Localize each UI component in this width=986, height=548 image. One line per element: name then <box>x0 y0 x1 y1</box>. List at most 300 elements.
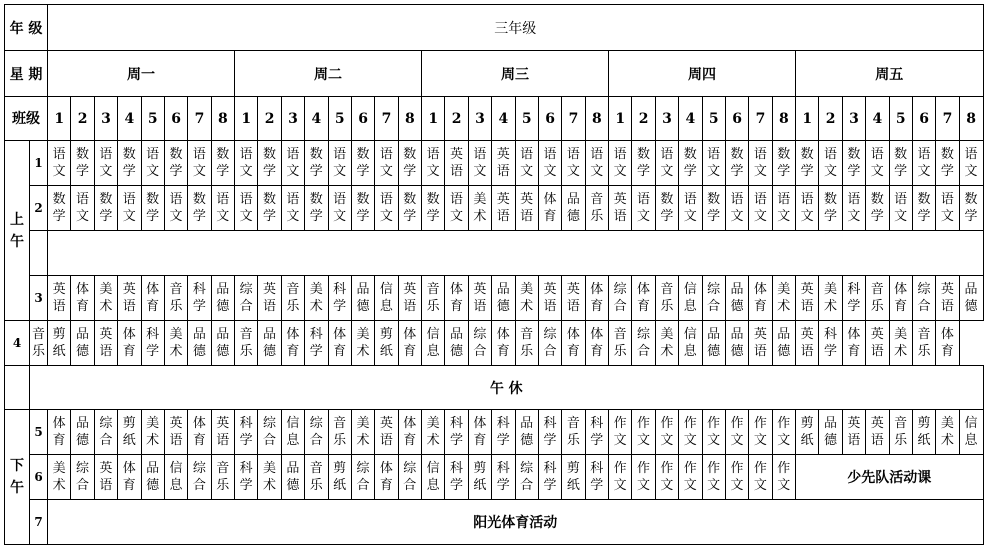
subject-cell: 数学 <box>48 186 71 231</box>
subject-cell: 数学 <box>889 141 912 186</box>
blank-cell <box>5 366 30 410</box>
subject-cell: 美术 <box>889 321 912 366</box>
subject-cell: 英语 <box>258 276 281 321</box>
subject-cell: 信息 <box>679 321 702 366</box>
subject-cell: 美术 <box>422 410 445 455</box>
subject-cell: 数学 <box>188 186 211 231</box>
subject-cell: 语文 <box>889 186 912 231</box>
subject-cell: 语文 <box>936 186 959 231</box>
subject-cell: 体育 <box>562 321 585 366</box>
subject-cell: 语文 <box>632 186 655 231</box>
period-number: 3 <box>30 276 48 321</box>
subject-cell: 科学 <box>585 455 608 500</box>
subject-cell: 英语 <box>445 141 468 186</box>
subject-cell: 体育 <box>398 321 421 366</box>
subject-cell: 综合 <box>235 276 258 321</box>
subject-cell: 品德 <box>562 186 585 231</box>
class-number: 3 <box>281 97 304 141</box>
subject-cell: 剪纸 <box>118 410 141 455</box>
subject-cell: 体育 <box>936 321 959 366</box>
subject-cell: 剪纸 <box>48 321 71 366</box>
subject-cell: 音乐 <box>562 410 585 455</box>
subject-cell: 语文 <box>328 186 351 231</box>
subject-cell: 英语 <box>796 276 819 321</box>
subject-cell: 数学 <box>796 141 819 186</box>
subject-cell: 美术 <box>141 410 164 455</box>
subject-cell: 体育 <box>48 410 71 455</box>
subject-cell: 品德 <box>141 455 164 500</box>
period-number: 2 <box>30 186 48 231</box>
subject-cell: 音乐 <box>515 321 538 366</box>
subject-cell: 美术 <box>351 410 374 455</box>
subject-cell: 美术 <box>258 455 281 500</box>
subject-cell: 信息 <box>281 410 304 455</box>
subject-cell: 数学 <box>118 141 141 186</box>
subject-cell: 音乐 <box>585 186 608 231</box>
subject-cell: 英语 <box>936 276 959 321</box>
class-number: 7 <box>749 97 772 141</box>
class-number: 7 <box>188 97 211 141</box>
subject-cell: 数学 <box>211 141 234 186</box>
subject-cell: 英语 <box>94 321 117 366</box>
subject-cell: 语文 <box>749 141 772 186</box>
subject-cell: 英语 <box>118 276 141 321</box>
subject-cell: 品德 <box>188 321 211 366</box>
subject-cell: 英语 <box>211 410 234 455</box>
subject-cell: 作文 <box>655 410 678 455</box>
subject-cell: 剪纸 <box>562 455 585 500</box>
subject-cell: 语文 <box>772 186 795 231</box>
subject-cell: 音乐 <box>281 276 304 321</box>
class-number: 8 <box>398 97 421 141</box>
class-number: 8 <box>211 97 234 141</box>
subject-cell: 语文 <box>141 141 164 186</box>
subject-cell: 剪纸 <box>328 455 351 500</box>
period-row-7 <box>5 500 984 545</box>
subject-cell: 综合 <box>305 410 328 455</box>
subject-cell: 作文 <box>772 410 795 455</box>
class-number: 1 <box>48 97 71 141</box>
subject-cell: 体育 <box>889 276 912 321</box>
subject-cell: 语文 <box>235 186 258 231</box>
subject-cell: 信息 <box>959 410 983 455</box>
class-number: 1 <box>235 97 258 141</box>
class-number: 2 <box>445 97 468 141</box>
subject-cell: 英语 <box>94 455 117 500</box>
subject-cell: 品德 <box>959 276 983 321</box>
subject-cell: 体育 <box>492 321 515 366</box>
subject-cell: 数学 <box>422 186 445 231</box>
day-row <box>5 51 984 97</box>
subject-cell: 品德 <box>71 321 94 366</box>
subject-cell: 语文 <box>655 141 678 186</box>
class-number: 3 <box>842 97 865 141</box>
subject-cell: 音乐 <box>305 455 328 500</box>
subject-cell: 数学 <box>351 141 374 186</box>
subject-cell: 美术 <box>936 410 959 455</box>
afternoon-label: 下午 <box>5 410 30 545</box>
subject-cell: 数学 <box>258 186 281 231</box>
period-row-2 <box>5 186 984 231</box>
subject-cell: 美术 <box>772 276 795 321</box>
subject-cell: 数学 <box>936 141 959 186</box>
morning-break-row <box>5 231 984 276</box>
subject-cell: 英语 <box>866 321 889 366</box>
subject-cell: 英语 <box>48 276 71 321</box>
subject-cell: 剪纸 <box>375 321 398 366</box>
subject-cell: 语文 <box>609 141 632 186</box>
class-number: 3 <box>655 97 678 141</box>
subject-cell: 英语 <box>842 410 865 455</box>
subject-cell: 科学 <box>305 321 328 366</box>
class-number: 1 <box>422 97 445 141</box>
subject-cell: 信息 <box>422 321 445 366</box>
period-row-6 <box>5 455 984 500</box>
subject-cell: 数学 <box>94 186 117 231</box>
subject-cell: 剪纸 <box>468 455 491 500</box>
subject-cell: 语文 <box>796 186 819 231</box>
subject-cell: 体育 <box>118 321 141 366</box>
subject-cell: 科学 <box>328 276 351 321</box>
subject-cell: 英语 <box>492 186 515 231</box>
class-number: 5 <box>141 97 164 141</box>
subject-cell: 品德 <box>492 276 515 321</box>
subject-cell: 语文 <box>422 141 445 186</box>
lunch-break: 午 休 <box>30 366 984 410</box>
subject-cell: 综合 <box>538 321 561 366</box>
subject-cell: 数学 <box>842 141 865 186</box>
subject-cell: 剪纸 <box>912 410 935 455</box>
subject-cell: 作文 <box>725 455 748 500</box>
subject-cell: 品德 <box>258 321 281 366</box>
subject-cell: 信息 <box>375 276 398 321</box>
subject-cell: 音乐 <box>889 410 912 455</box>
subject-cell: 语文 <box>48 141 71 186</box>
class-number: 3 <box>468 97 491 141</box>
subject-cell: 语文 <box>538 141 561 186</box>
subject-cell: 剪纸 <box>796 410 819 455</box>
subject-cell: 作文 <box>772 455 795 500</box>
subject-cell: 品德 <box>281 455 304 500</box>
subject-cell: 综合 <box>702 276 725 321</box>
subject-cell: 作文 <box>609 410 632 455</box>
class-number: 8 <box>585 97 608 141</box>
subject-cell: 美术 <box>164 321 187 366</box>
subject-cell: 语文 <box>118 186 141 231</box>
subject-cell: 科学 <box>492 455 515 500</box>
subject-cell: 品德 <box>702 321 725 366</box>
subject-cell: 品德 <box>725 276 748 321</box>
day-header: 周五 <box>796 51 984 97</box>
period-row-4 <box>5 321 984 366</box>
class-number: 4 <box>679 97 702 141</box>
grade-label: 年 级 <box>5 5 48 51</box>
subject-cell: 数学 <box>959 186 983 231</box>
grade-value: 三年级 <box>48 5 984 51</box>
subject-cell: 音乐 <box>235 321 258 366</box>
class-number: 3 <box>94 97 117 141</box>
subject-cell: 语文 <box>702 141 725 186</box>
subject-cell: 信息 <box>679 276 702 321</box>
day-label: 星 期 <box>5 51 48 97</box>
pioneer-activity: 少先队活动课 <box>796 455 984 500</box>
class-number: 1 <box>609 97 632 141</box>
subject-cell: 作文 <box>679 410 702 455</box>
subject-cell: 英语 <box>492 141 515 186</box>
subject-cell: 信息 <box>164 455 187 500</box>
subject-cell: 美术 <box>655 321 678 366</box>
subject-cell: 体育 <box>585 321 608 366</box>
subject-cell: 科学 <box>842 276 865 321</box>
period-number: 1 <box>30 141 48 186</box>
subject-cell: 体育 <box>749 276 772 321</box>
class-number: 7 <box>562 97 585 141</box>
period-number: 6 <box>30 455 48 500</box>
subject-cell: 作文 <box>702 410 725 455</box>
subject-cell: 数学 <box>655 186 678 231</box>
lunch-row <box>5 366 984 410</box>
period-number: 5 <box>30 410 48 455</box>
subject-cell: 语文 <box>375 186 398 231</box>
class-label: 班级 <box>5 97 48 141</box>
subject-cell: 体育 <box>468 410 491 455</box>
subject-cell: 品德 <box>71 410 94 455</box>
subject-cell: 品德 <box>445 321 468 366</box>
subject-cell: 英语 <box>515 186 538 231</box>
period-row-3 <box>5 276 984 321</box>
subject-cell: 数学 <box>398 186 421 231</box>
subject-cell: 语文 <box>585 141 608 186</box>
subject-cell: 英语 <box>749 321 772 366</box>
day-header: 周三 <box>422 51 609 97</box>
day-header: 周一 <box>48 51 235 97</box>
subject-cell: 英语 <box>866 410 889 455</box>
subject-cell: 音乐 <box>211 455 234 500</box>
class-number: 2 <box>632 97 655 141</box>
subject-cell: 数学 <box>141 186 164 231</box>
subject-cell: 数学 <box>632 141 655 186</box>
subject-cell: 体育 <box>842 321 865 366</box>
subject-cell: 美术 <box>94 276 117 321</box>
subject-cell: 作文 <box>632 455 655 500</box>
subject-cell: 音乐 <box>328 410 351 455</box>
subject-cell: 语文 <box>375 141 398 186</box>
subject-cell: 语文 <box>725 186 748 231</box>
subject-cell: 科学 <box>235 455 258 500</box>
class-number: 1 <box>796 97 819 141</box>
subject-cell: 英语 <box>538 276 561 321</box>
subject-cell: 科学 <box>445 410 468 455</box>
subject-cell: 作文 <box>679 455 702 500</box>
class-number-row <box>5 97 984 141</box>
class-number: 7 <box>936 97 959 141</box>
subject-cell: 数学 <box>725 141 748 186</box>
subject-cell: 综合 <box>188 455 211 500</box>
day-header: 周二 <box>235 51 422 97</box>
subject-cell: 科学 <box>538 455 561 500</box>
subject-cell: 语文 <box>94 141 117 186</box>
subject-cell: 音乐 <box>655 276 678 321</box>
class-number: 5 <box>515 97 538 141</box>
subject-cell: 作文 <box>749 410 772 455</box>
subject-cell: 数学 <box>866 186 889 231</box>
subject-cell: 语文 <box>679 186 702 231</box>
subject-cell: 综合 <box>609 276 632 321</box>
class-number: 4 <box>305 97 328 141</box>
subject-cell: 综合 <box>94 410 117 455</box>
subject-cell: 综合 <box>912 276 935 321</box>
subject-cell: 英语 <box>375 410 398 455</box>
class-number: 2 <box>819 97 842 141</box>
subject-cell: 语文 <box>71 186 94 231</box>
subject-cell: 体育 <box>585 276 608 321</box>
subject-cell: 体育 <box>188 410 211 455</box>
period-number: 7 <box>30 500 48 545</box>
subject-cell: 作文 <box>632 410 655 455</box>
subject-cell: 体育 <box>141 276 164 321</box>
subject-cell: 作文 <box>702 455 725 500</box>
subject-cell: 科学 <box>492 410 515 455</box>
subject-cell: 语文 <box>188 141 211 186</box>
subject-cell: 英语 <box>398 276 421 321</box>
subject-cell: 数学 <box>71 141 94 186</box>
subject-cell: 音乐 <box>609 321 632 366</box>
subject-cell: 数学 <box>819 186 842 231</box>
subject-cell: 体育 <box>398 410 421 455</box>
subject-cell: 数学 <box>164 141 187 186</box>
subject-cell: 音乐 <box>30 321 48 366</box>
subject-cell: 信息 <box>422 455 445 500</box>
subject-cell: 音乐 <box>912 321 935 366</box>
subject-cell: 语文 <box>468 141 491 186</box>
subject-cell: 综合 <box>71 455 94 500</box>
subject-cell: 语文 <box>211 186 234 231</box>
subject-cell: 语文 <box>819 141 842 186</box>
subject-cell: 品德 <box>515 410 538 455</box>
class-number: 6 <box>538 97 561 141</box>
morning-label: 上午 <box>5 141 30 321</box>
subject-cell: 作文 <box>725 410 748 455</box>
class-number: 7 <box>375 97 398 141</box>
subject-cell: 数学 <box>679 141 702 186</box>
subject-cell: 综合 <box>351 455 374 500</box>
subject-cell: 科学 <box>819 321 842 366</box>
subject-cell: 美术 <box>515 276 538 321</box>
subject-cell: 体育 <box>328 321 351 366</box>
subject-cell: 数学 <box>772 141 795 186</box>
class-number: 5 <box>328 97 351 141</box>
class-number: 6 <box>351 97 374 141</box>
subject-cell: 综合 <box>515 455 538 500</box>
subject-cell: 体育 <box>375 455 398 500</box>
subject-cell: 语文 <box>235 141 258 186</box>
class-number: 2 <box>258 97 281 141</box>
subject-cell: 科学 <box>445 455 468 500</box>
period-row-5 <box>5 410 984 455</box>
class-number: 8 <box>959 97 983 141</box>
subject-cell: 英语 <box>164 410 187 455</box>
subject-cell: 科学 <box>141 321 164 366</box>
subject-cell: 作文 <box>655 455 678 500</box>
subject-cell: 数学 <box>398 141 421 186</box>
subject-cell: 英语 <box>562 276 585 321</box>
class-number: 6 <box>725 97 748 141</box>
class-number: 4 <box>118 97 141 141</box>
subject-cell: 品德 <box>725 321 748 366</box>
subject-cell: 体育 <box>281 321 304 366</box>
subject-cell: 数学 <box>351 186 374 231</box>
subject-cell: 语文 <box>281 186 304 231</box>
timetable <box>4 4 984 545</box>
class-number: 6 <box>912 97 935 141</box>
class-number: 8 <box>772 97 795 141</box>
subject-cell: 体育 <box>445 276 468 321</box>
subject-cell: 语文 <box>445 186 468 231</box>
sunshine-activity: 阳光体育活动 <box>48 500 984 545</box>
subject-cell: 英语 <box>468 276 491 321</box>
class-number: 5 <box>702 97 725 141</box>
subject-cell: 英语 <box>609 186 632 231</box>
subject-cell: 语文 <box>749 186 772 231</box>
subject-cell: 品德 <box>211 321 234 366</box>
subject-cell: 综合 <box>468 321 491 366</box>
subject-cell: 作文 <box>749 455 772 500</box>
subject-cell: 体育 <box>538 186 561 231</box>
class-number: 5 <box>889 97 912 141</box>
subject-cell: 品德 <box>819 410 842 455</box>
subject-cell: 音乐 <box>164 276 187 321</box>
subject-cell: 美术 <box>48 455 71 500</box>
subject-cell: 语文 <box>164 186 187 231</box>
subject-cell: 语文 <box>515 141 538 186</box>
subject-cell: 品德 <box>772 321 795 366</box>
subject-cell: 科学 <box>585 410 608 455</box>
subject-cell: 语文 <box>866 141 889 186</box>
class-number: 4 <box>866 97 889 141</box>
class-number: 2 <box>71 97 94 141</box>
subject-cell: 美术 <box>305 276 328 321</box>
subject-cell: 科学 <box>235 410 258 455</box>
subject-cell: 体育 <box>71 276 94 321</box>
subject-cell: 品德 <box>351 276 374 321</box>
subject-cell: 美术 <box>468 186 491 231</box>
subject-cell: 科学 <box>188 276 211 321</box>
subject-cell: 数学 <box>912 186 935 231</box>
class-number: 6 <box>164 97 187 141</box>
subject-cell: 体育 <box>118 455 141 500</box>
subject-cell: 品德 <box>211 276 234 321</box>
day-header: 周四 <box>609 51 796 97</box>
grade-row <box>5 5 984 51</box>
class-number: 4 <box>492 97 515 141</box>
subject-cell: 数学 <box>258 141 281 186</box>
subject-cell: 美术 <box>819 276 842 321</box>
subject-cell: 语文 <box>912 141 935 186</box>
subject-cell: 英语 <box>796 321 819 366</box>
subject-cell: 综合 <box>398 455 421 500</box>
subject-cell: 语文 <box>281 141 304 186</box>
subject-cell: 科学 <box>538 410 561 455</box>
subject-cell: 美术 <box>351 321 374 366</box>
subject-cell: 数学 <box>702 186 725 231</box>
subject-cell: 体育 <box>632 276 655 321</box>
subject-cell: 语文 <box>959 141 983 186</box>
blank-cell <box>48 231 984 276</box>
subject-cell: 综合 <box>258 410 281 455</box>
subject-cell: 语文 <box>562 141 585 186</box>
period-row-1 <box>5 141 984 186</box>
subject-cell: 语文 <box>328 141 351 186</box>
